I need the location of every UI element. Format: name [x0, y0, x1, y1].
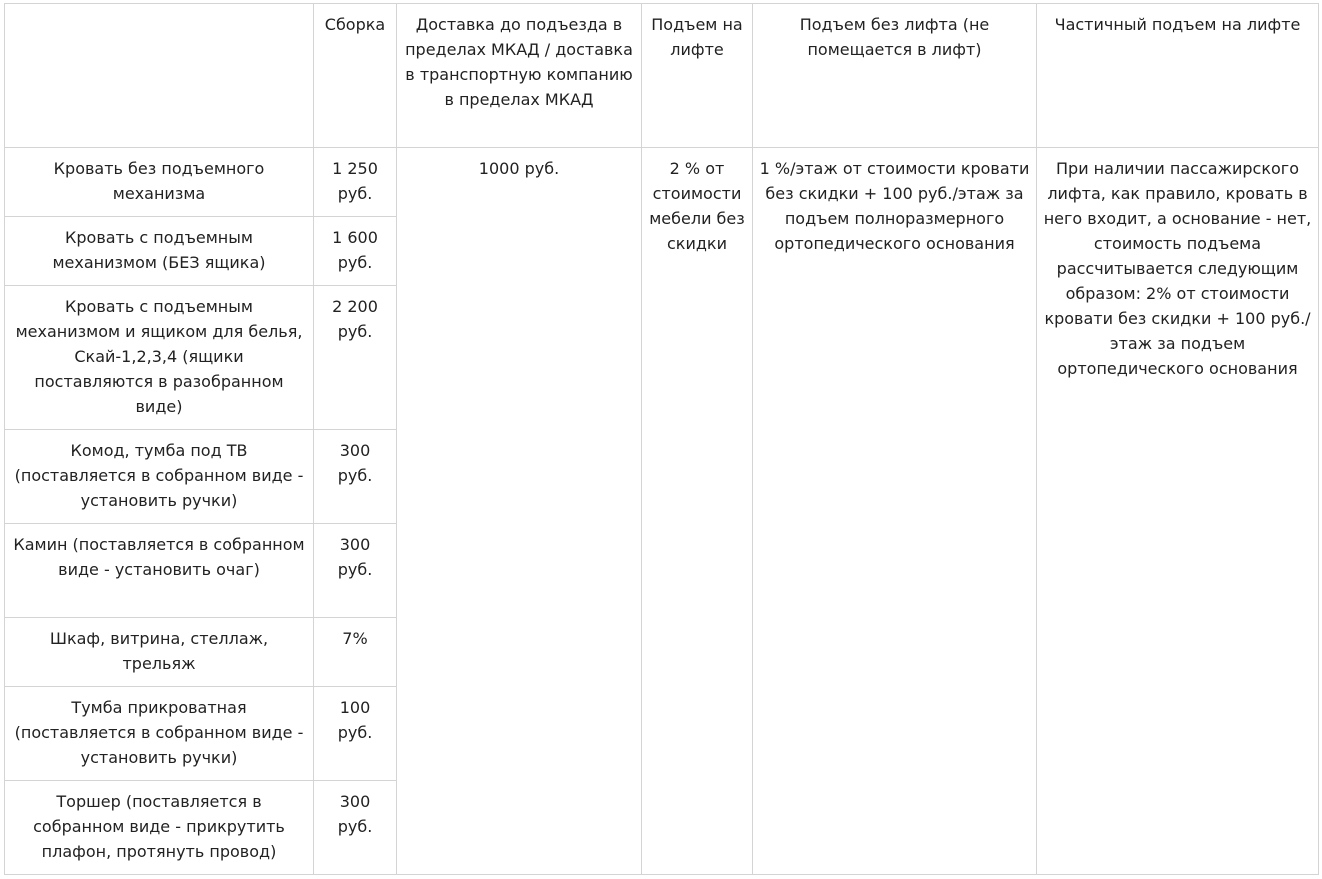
- item-name: Камин (поставляется в собранном виде - установить очаг): [5, 524, 314, 618]
- assembly-price: 2 200 руб.: [314, 286, 397, 430]
- item-name: Тумба прикроватная (поставляется в собранном виде - установить ручки): [5, 687, 314, 781]
- header-lift: Подъем на лифте: [642, 4, 753, 148]
- header-assembly: Сборка: [314, 4, 397, 148]
- assembly-price: 1 600 руб.: [314, 217, 397, 286]
- header-delivery: Доставка до подъезда в пределах МКАД / доставка в транспортную компанию в пределах МКАД: [397, 4, 642, 148]
- item-name: Торшер (поставляется в собранном виде - прикрутить плафон, протянуть провод): [5, 781, 314, 875]
- partial-lift-price: При наличии пассажирского лифта, как правило, кровать в него входит, а основание - нет, стоимость подъема рассчитывается следующим образом: 2% от стоимости кровати без скидки + 100 руб./этаж за подъем ортопедического основания: [1037, 148, 1319, 875]
- assembly-price: 100 руб.: [314, 687, 397, 781]
- item-name: Комод, тумба под ТВ (поставляется в собранном виде - установить ручки): [5, 430, 314, 524]
- delivery-price-table: [4, 3, 1319, 875]
- item-name: Кровать с подъемным механизмом (БЕЗ ящика): [5, 217, 314, 286]
- assembly-price: 300 руб.: [314, 781, 397, 875]
- header-empty: [5, 4, 314, 148]
- assembly-price: 7%: [314, 618, 397, 687]
- table-row: [5, 148, 1319, 217]
- assembly-price: 300 руб.: [314, 430, 397, 524]
- no-lift-price: 1 %/этаж от стоимости кровати без скидки + 100 руб./этаж за подъем полноразмерного ортопедического основания: [753, 148, 1037, 875]
- lift-price: 2 % от стоимости мебели без скидки: [642, 148, 753, 875]
- item-name: Шкаф, витрина, стеллаж, трельяж: [5, 618, 314, 687]
- assembly-price: 1 250 руб.: [314, 148, 397, 217]
- header-partial-lift: Частичный подъем на лифте: [1037, 4, 1319, 148]
- item-name: Кровать с подъемным механизмом и ящиком для белья, Скай-1,2,3,4 (ящики поставляются в разобранном виде): [5, 286, 314, 430]
- item-name: Кровать без подъемного механизма: [5, 148, 314, 217]
- table-header-row: [5, 4, 1319, 148]
- assembly-price: 300 руб.: [314, 524, 397, 618]
- delivery-price: 1000 руб.: [397, 148, 642, 875]
- header-no-lift: Подъем без лифта (не помещается в лифт): [753, 4, 1037, 148]
